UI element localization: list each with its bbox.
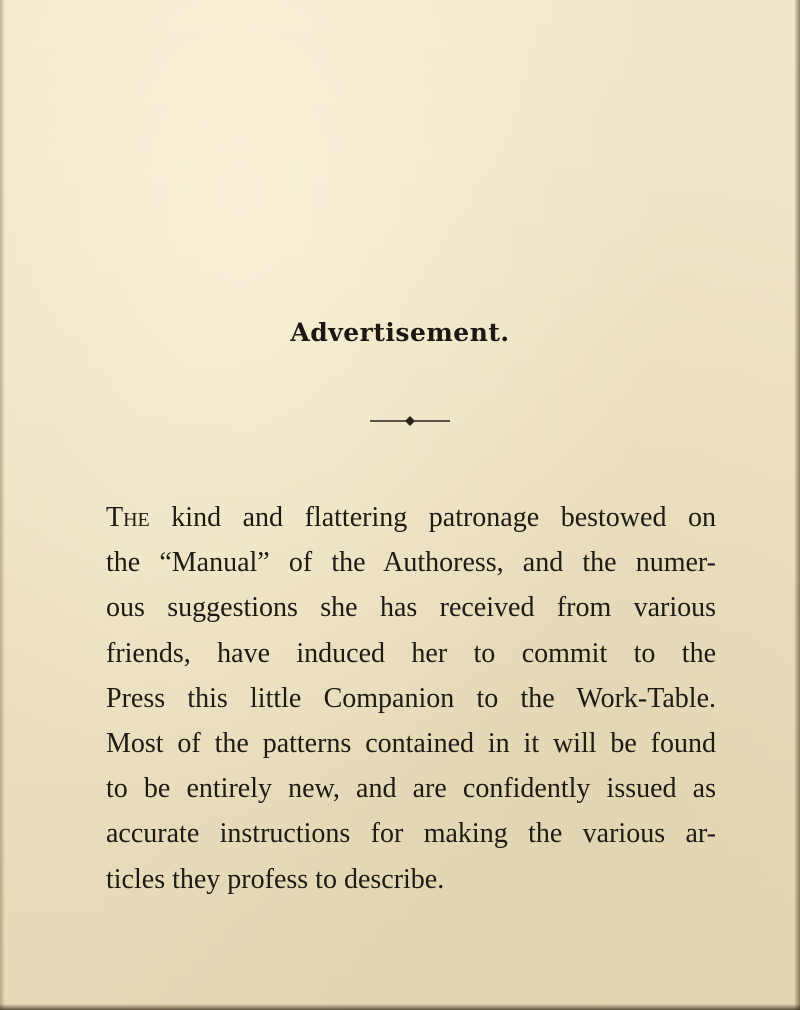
diamond-rule-icon — [370, 416, 450, 426]
line-text: kind and flattering patronage bestowed on — [149, 502, 716, 533]
paragraph-line-2: the “Manual” of the Authoress, and the numer- — [106, 547, 716, 579]
paragraph-line-5: Press this little Companion to the Work-Table. — [106, 682, 716, 714]
advertisement-paragraph — [106, 495, 716, 902]
paragraph-line-4: friends, have induced her to commit to the — [106, 637, 716, 669]
paragraph-line-9: ticles they profess to describe. — [106, 863, 445, 895]
paragraph-line-3: ous suggestions she has received from various — [106, 592, 716, 624]
paragraph-line-1 — [106, 495, 716, 540]
lead-word: The — [106, 502, 150, 533]
page-heading: Advertisement. — [290, 318, 510, 347]
page-edge-left — [0, 0, 5, 1010]
paragraph-line-6: Most of the patterns contained in it will be found — [106, 728, 716, 760]
paragraph-line-8: accurate instructions for making the various ar- — [106, 818, 716, 850]
paragraph-line-7: to be entirely new, and are confidently issued as — [106, 773, 716, 805]
page-edge-bottom — [0, 1004, 800, 1010]
page-edge-right — [794, 0, 800, 1010]
